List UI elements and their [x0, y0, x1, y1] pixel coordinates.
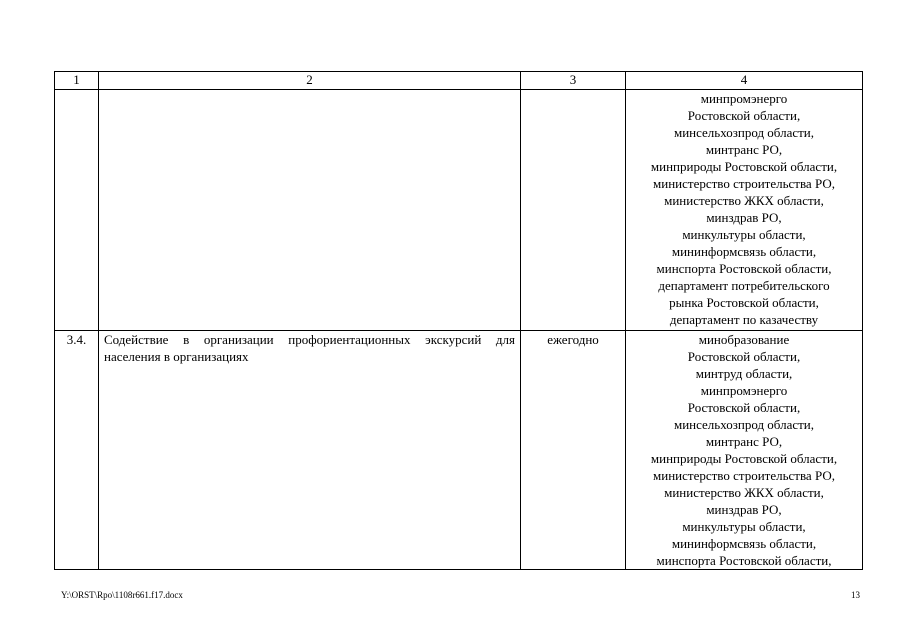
- table-header-row: [55, 72, 863, 90]
- header-cell-4: 4: [626, 72, 863, 90]
- responsible-line: минспорта Ростовской области,: [656, 553, 832, 568]
- responsible-line: минобразование: [698, 332, 790, 347]
- footer-page-number: 13: [851, 590, 860, 600]
- row-number-cell: [55, 90, 99, 331]
- header-cell-1: 1: [55, 72, 99, 90]
- row-description-cell: Содействие в организации профориентационных экскурсий для населения в организациях: [99, 331, 521, 570]
- row-term-cell: [521, 90, 626, 331]
- document-table: [54, 71, 863, 570]
- responsible-line: минспорта Ростовской области,: [656, 261, 832, 276]
- responsible-line: минпромэнерго: [700, 383, 788, 398]
- footer-file-path: Y:\ORST\Rpo\1108r661.f17.docx: [61, 590, 183, 600]
- responsible-line: мининформсвязь области,: [671, 244, 817, 259]
- responsible-line: Ростовской области,: [687, 349, 801, 364]
- table-row: [55, 90, 863, 331]
- row-responsible-cell: [626, 90, 863, 331]
- responsible-line: департамент потребительского: [658, 278, 830, 293]
- responsible-line: министерство строительства РО,: [653, 468, 835, 483]
- responsible-line: Ростовской области,: [687, 108, 801, 123]
- responsible-line: минприроды Ростовской области,: [650, 159, 838, 174]
- responsible-line: минздрав РО,: [706, 210, 782, 225]
- responsible-line: министерство ЖКХ области,: [664, 193, 824, 208]
- table-row: [55, 331, 863, 570]
- responsible-line: Ростовской области,: [687, 400, 801, 415]
- row-term-cell: ежегодно: [521, 331, 626, 570]
- row-number-cell: 3.4.: [55, 331, 99, 570]
- responsible-line: министерство ЖКХ области,: [664, 485, 824, 500]
- responsible-line: минприроды Ростовской области,: [650, 451, 838, 466]
- responsible-line: министерство строительства РО,: [653, 176, 835, 191]
- responsible-line: минпромэнерго: [700, 91, 788, 106]
- responsible-line: минсельхозпрод области,: [673, 125, 815, 140]
- responsible-line: минкультуры области,: [682, 227, 806, 242]
- responsible-line: минтруд области,: [695, 366, 793, 381]
- row-description-cell: [99, 90, 521, 331]
- header-cell-2: 2: [99, 72, 521, 90]
- responsible-line: минтранс РО,: [705, 434, 783, 449]
- responsible-line: мининформсвязь области,: [671, 536, 817, 551]
- responsible-line: минсельхозпрод области,: [673, 417, 815, 432]
- row-responsible-cell: [626, 331, 863, 570]
- responsible-line: департамент по казачеству: [669, 312, 819, 327]
- responsible-line: минздрав РО,: [706, 502, 782, 517]
- responsible-line: минкультуры области,: [682, 519, 806, 534]
- responsible-line: минтранс РО,: [705, 142, 783, 157]
- responsible-line: рынка Ростовской области,: [669, 295, 819, 310]
- header-cell-3: 3: [521, 72, 626, 90]
